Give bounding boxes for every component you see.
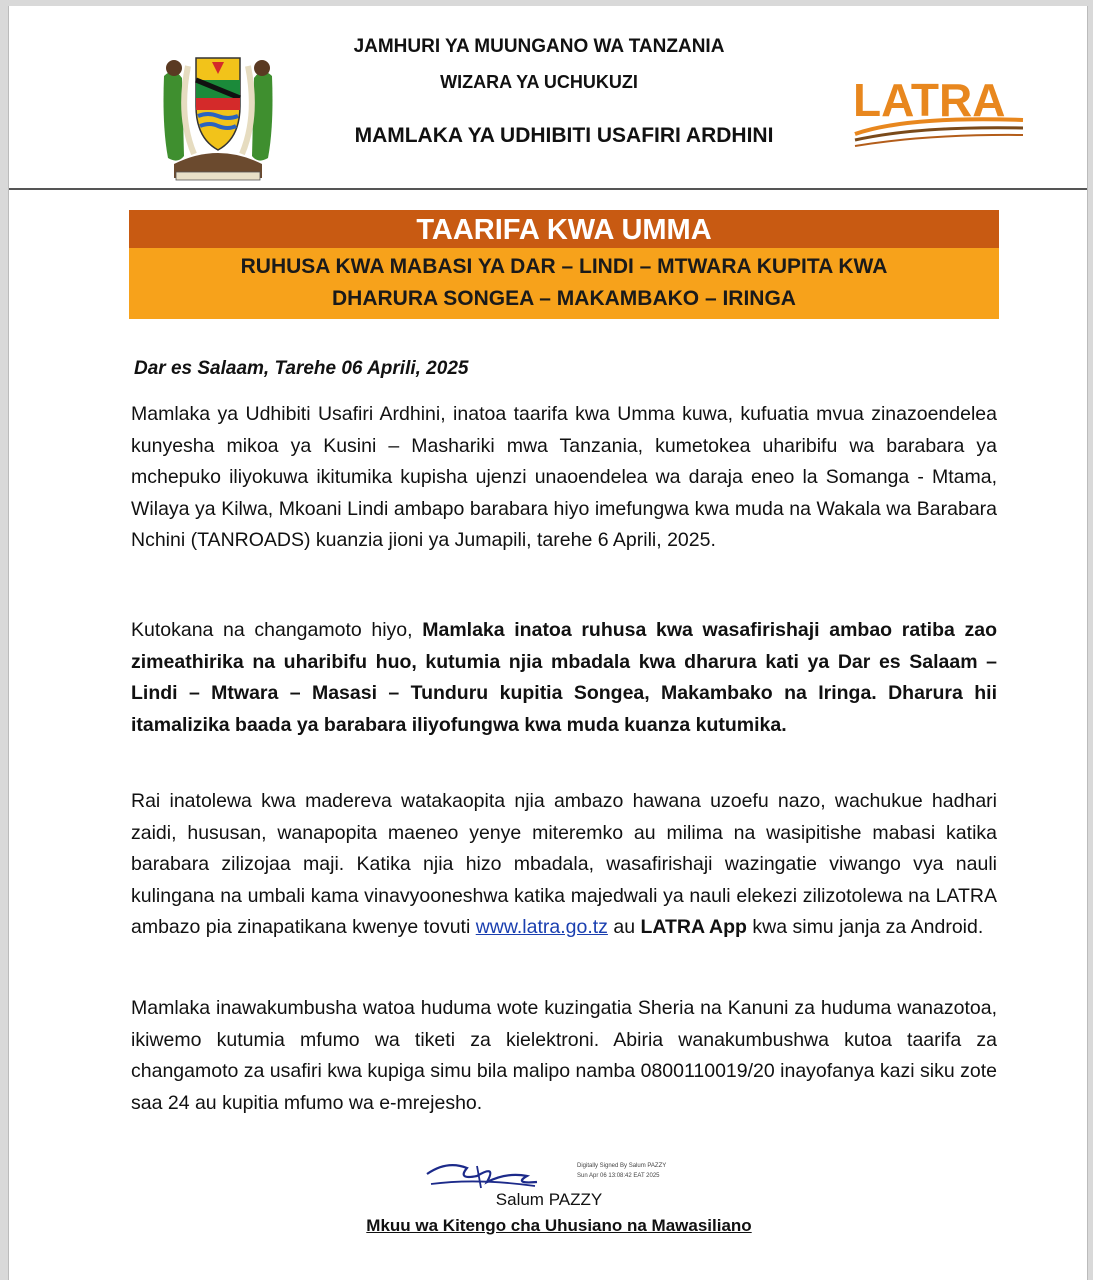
paragraph-3-text1: Rai inatolewa kwa madereva watakaopita njia ambazo hawana uzoefu nazo, wachukue hadhari zaidi, hususan, wanapopita maeneo yenye miteremko au milima na wasipitishe mabasi katika barabara zilizojaa maji. Katika njia hizo mbadala, wasafirishaji wazingatie viwango vya nauli kulingana na umbali kama vinavyooneshwa katika majedwali ya nauli elekezi zilizotolewa na LATRA ambazo pia zinapatikana kwenye tovuti [131, 790, 997, 938]
website-link[interactable]: www.latra.go.tz [475, 916, 608, 938]
paragraph-2 [131, 615, 997, 741]
notice-subtitle-line2: DHARURA SONGEA – MAKAMBAKO – IRINGA [332, 287, 796, 310]
signatory-name: Salum PAZZY [495, 1190, 603, 1209]
paragraph-1: Mamlaka ya Udhibiti Usafiri Ardhini, inatoa taarifa kwa Umma kuwa, kufuatia mvua zinazoendelea kunyesha mikoa ya Kusini – Mashariki mwa Tanzania, kumetokea uharibifu wa barabara ya mchepuko iliyokuwa ikitumika kupisha ujenzi unaoendelea wa daraja eneo la Somanga - Mtama, Wilaya ya Kilwa, Mkoani Lindi ambapo barabara hiyo imefungwa kwa muda na Wakala wa Barabara Nchini (TANROADS) kuanzia jioni ya Jumapili, tarehe 6 Aprili, 2025. [131, 403, 997, 551]
signatory-title: Mkuu wa Kitengo cha Uhusiano na Mawasiliano [366, 1216, 752, 1235]
ministry-name: WIZARA YA UCHUKUZI [440, 72, 638, 92]
paragraph-3-text3: kwa simu janja za Android. [746, 916, 984, 938]
letterhead [9, 6, 1087, 190]
digital-signature-line1: Digitally Signed By Salum PAZZY [577, 1163, 667, 1169]
svg-text:LATRA: LATRA [853, 74, 1006, 126]
digital-signature-line2: Sun Apr 06 13:08:42 EAT 2025 [577, 1173, 660, 1179]
document-page [8, 6, 1088, 1280]
republic-name: JAMHURI YA MUUNGANO WA TANZANIA [353, 36, 725, 57]
date-line: Dar es Salaam, Tarehe 06 Aprili, 2025 [134, 358, 469, 379]
digital-signature-stamp [577, 1161, 666, 1181]
paragraph-4: Mamlaka inawakumbusha watoa huduma wote kuzingatia Sheria na Kanuni za huduma wanazotoa, ikiwemo kutumia mfumo wa tiketi za kielektroni. Abiria wanakumbushwa kutoa taarifa za changamoto za usafiri kwa kupiga simu bila malipo namba 0800110019/20 inayofanya kazi siku zote saa 24 au kupitia mfumo wa e-mrejesho. [131, 997, 997, 1114]
latra-app-text: LATRA App [640, 916, 747, 938]
paragraph-2-intro: Kutokana na changamoto hiyo, [131, 619, 423, 641]
notice-banner [129, 210, 999, 319]
latra-logo-icon [847, 72, 1027, 152]
authority-name: MAMLAKA YA UDHIBITI USAFIRI ARDHINI [354, 124, 774, 147]
notice-subtitle [129, 248, 999, 319]
coat-of-arms-icon [154, 46, 282, 186]
notice-subtitle-line1: RUHUSA KWA MABASI YA DAR – LINDI – MTWARA KUPITA KWA [240, 255, 888, 278]
paragraph-2-bold: Mamlaka inatoa ruhusa kwa wasafirishaji ambao ratiba zao zimeathirika na uharibifu huo, kutumia njia mbadala kwa dharura kati ya Dar es Salaam – Lindi – Mtwara – Masasi – Tunduru kupitia Songea, Makambako na Iringa. Dharura hii itamalizika baada ya barabara iliyofungwa kwa muda kuanza kutumika. [131, 619, 997, 736]
paragraph-3 [131, 786, 997, 944]
paragraph-3-text2: au [607, 916, 641, 938]
notice-title: TAARIFA KWA UMMA [129, 210, 999, 248]
